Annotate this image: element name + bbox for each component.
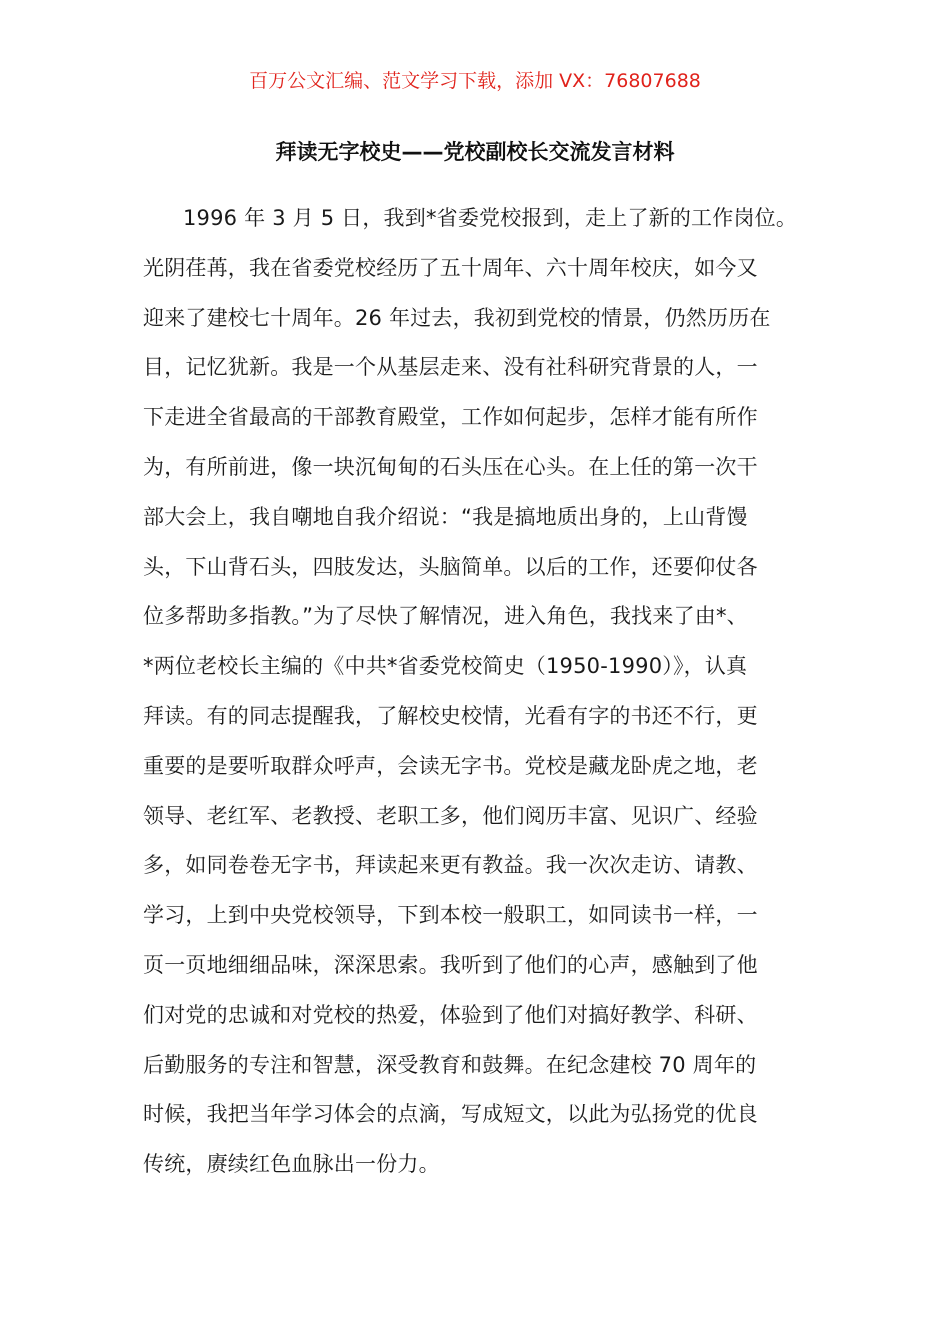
paragraph-line: 下走进全省最高的干部教育殿堂，工作如何起步，怎样才能有所作 (143, 405, 758, 430)
paragraph-line: 后勤服务的专注和智慧，深受教育和鼓舞。在纪念建校 70 周年的 (143, 1052, 757, 1077)
paragraph-line: 1996 年 3 月 5 日，我到*省委党校报到，走上了新的工作岗位。 (183, 206, 798, 230)
promo-banner: 百万公文汇编、范文学习下载，添加 VX：76807688 (249, 70, 701, 92)
paragraph-line: 为，有所前进，像一块沉甸甸的石头压在心头。在上任的第一次干 (143, 454, 758, 479)
paragraph-line: 学习，上到中央党校领导，下到本校一般职工，如同读书一样，一 (143, 903, 758, 928)
document-title: 拜读无字校史——党校副校长交流发言材料 (275, 140, 675, 164)
paragraph-line: *两位老校长主编的《中共*省委党校简史（1950-1990）》，认真 (143, 654, 748, 679)
paragraph-line: 目，记忆犹新。我是一个从基层走来、没有社科研究背景的人，一 (143, 355, 758, 380)
paragraph-line: 页一页地细细品味，深深思索。我听到了他们的心声，感触到了他 (143, 952, 758, 977)
paragraph-line: 光阴荏苒，我在省委党校经历了五十周年、六十周年校庆，如今又 (143, 255, 758, 280)
paragraph-line: 传统，赓续红色血脉出一份力。 (143, 1152, 440, 1177)
paragraph-line: 位多帮助多指教。”为了尽快了解情况，进入角色，我找来了由*、 (143, 604, 748, 629)
body-paragraph (143, 194, 813, 1190)
paragraph-line: 多，如同卷卷无字书，拜读起来更有教益。我一次次走访、请教、 (143, 853, 758, 878)
paragraph-line: 重要的是要听取群众呼声，会读无字书。党校是藏龙卧虎之地，老 (143, 753, 758, 778)
paragraph-line: 部大会上，我自嘲地自我介绍说：“我是搞地质出身的，上山背馒 (143, 504, 748, 529)
paragraph-line: 迎来了建校七十周年。26 年过去，我初到党校的情景，仍然历历在 (143, 305, 771, 330)
paragraph-line: 时候，我把当年学习体会的点滴，写成短文，以此为弘扬党的优良 (143, 1102, 758, 1127)
paragraph-line: 领导、老红军、老教授、老职工多，他们阅历丰富、见识广、经验 (143, 803, 758, 828)
paragraph-line: 拜读。有的同志提醒我，了解校史校情，光看有字的书还不行，更 (143, 703, 758, 728)
paragraph-line: 们对党的忠诚和对党校的热爱，体验到了他们对搞好教学、科研、 (143, 1002, 758, 1027)
paragraph-line: 头，下山背石头，四肢发达，头脑简单。以后的工作，还要仰仗各 (143, 554, 758, 579)
